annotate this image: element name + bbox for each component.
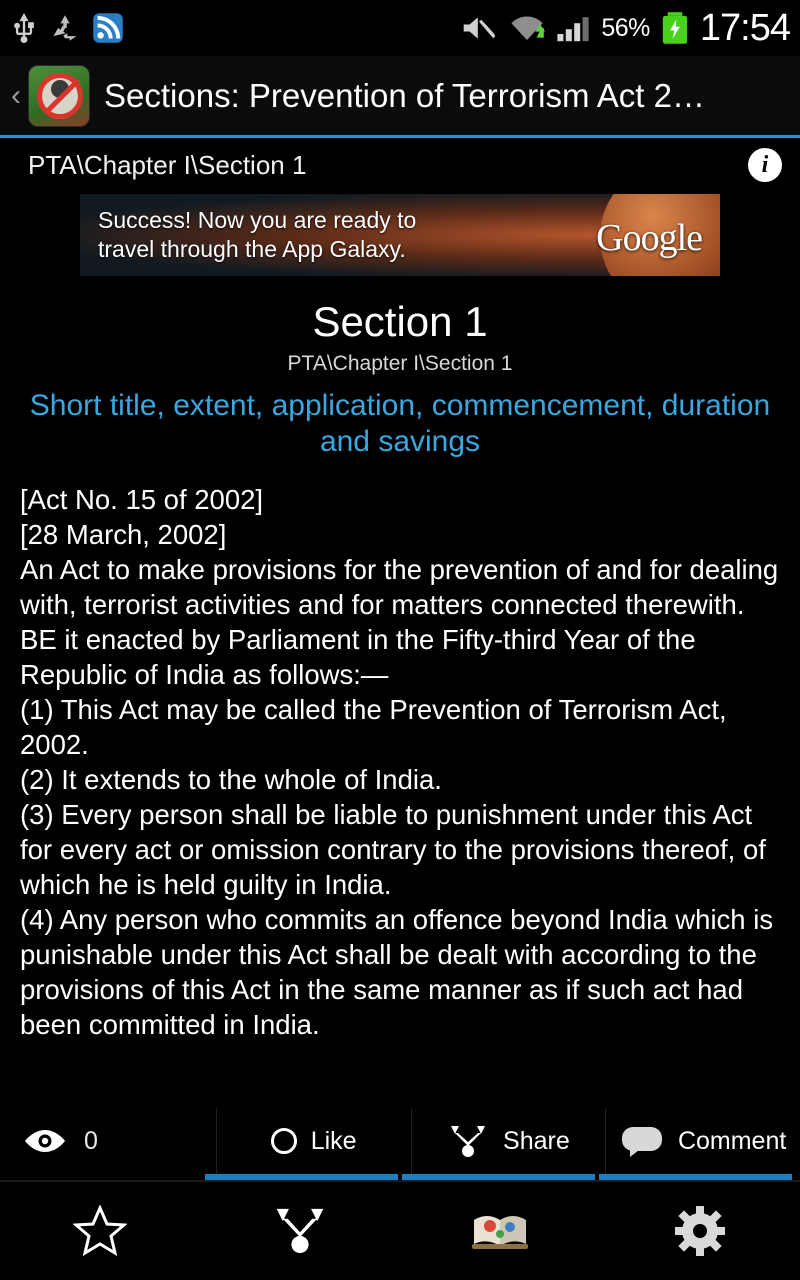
section-content[interactable] bbox=[0, 282, 800, 1094]
section-paragraph: [Act No. 15 of 2002] bbox=[20, 484, 264, 515]
status-bar bbox=[0, 0, 800, 56]
ad-line-2: travel through the App Galaxy. bbox=[98, 236, 406, 262]
battery-percent-label: 56% bbox=[601, 13, 650, 42]
share-button[interactable] bbox=[412, 1108, 607, 1174]
recycle-icon bbox=[50, 13, 80, 43]
section-heading: Short title, extent, application, commencement, duration and savings bbox=[29, 389, 771, 458]
google-logo: Google bbox=[596, 217, 702, 259]
page-title: Sections: Prevention of Terrorism Act 2… bbox=[104, 76, 705, 114]
gear-icon bbox=[673, 1205, 727, 1257]
ad-line-1: Success! Now you are ready to bbox=[98, 207, 417, 233]
share-tab[interactable] bbox=[200, 1182, 400, 1280]
section-paragraph: BE it enacted by Parliament in the Fifty-third Year of the Republic of India as follows:— bbox=[20, 624, 696, 690]
status-bar-notifications bbox=[10, 12, 124, 44]
section-paragraph: [28 March, 2002] bbox=[20, 519, 227, 550]
circle-icon bbox=[271, 1128, 297, 1154]
ad-banner[interactable] bbox=[80, 194, 720, 276]
section-paragraph: (3) Every person shall be liable to punishment under this Act for every act or omission contrary to the provisions thereof, of which he is held guilty in India. bbox=[20, 799, 766, 900]
book-icon bbox=[470, 1206, 530, 1256]
like-button[interactable] bbox=[217, 1108, 412, 1174]
breadcrumb-path: PTA\Chapter I\Section 1 bbox=[28, 149, 307, 180]
info-icon[interactable]: i bbox=[748, 148, 782, 182]
bottom-navigation bbox=[0, 1180, 800, 1280]
ad-banner-container bbox=[0, 194, 800, 276]
section-paragraph: An Act to make provisions for the prevention of and for dealing with, terrorist activities and for matters connected therewith. bbox=[20, 554, 779, 620]
signal-icon bbox=[555, 12, 591, 44]
section-paragraph: (4) Any person who commits an offence beyond India which is punishable under this Act shall be dealt with according to the provisions of this Act in the same manner as if such act had been committed in India. bbox=[20, 904, 774, 1040]
battery-charging-icon bbox=[660, 11, 690, 45]
eye-icon bbox=[22, 1127, 68, 1155]
comment-bubble-icon bbox=[620, 1124, 664, 1158]
library-tab[interactable] bbox=[400, 1182, 600, 1280]
clock-label: 17:54 bbox=[699, 7, 790, 49]
wifi-icon bbox=[509, 12, 545, 44]
mute-vibrate-icon bbox=[459, 12, 499, 44]
section-title: Section 1 bbox=[312, 298, 488, 345]
action-bar bbox=[0, 56, 800, 138]
like-label: Like bbox=[310, 1126, 357, 1155]
social-bar bbox=[0, 1108, 800, 1174]
favorites-tab[interactable] bbox=[0, 1182, 200, 1280]
share-label: Share bbox=[503, 1126, 570, 1155]
star-icon bbox=[73, 1205, 127, 1257]
share-icon bbox=[447, 1124, 489, 1158]
back-button[interactable]: ‹ bbox=[11, 78, 21, 112]
content-fade bbox=[0, 1048, 800, 1094]
view-count-item bbox=[0, 1108, 217, 1174]
comment-label: Comment bbox=[677, 1126, 787, 1155]
section-body bbox=[16, 482, 784, 1042]
rss-icon bbox=[92, 12, 124, 44]
comment-button[interactable] bbox=[606, 1108, 800, 1174]
section-paragraph: (1) This Act may be called the Prevention of Terrorism Act, 2002. bbox=[20, 694, 727, 760]
section-subtitle: PTA\Chapter I\Section 1 bbox=[287, 352, 513, 375]
section-paragraph: (2) It extends to the whole of India. bbox=[20, 764, 442, 795]
usb-icon bbox=[10, 13, 38, 43]
settings-tab[interactable] bbox=[600, 1182, 800, 1280]
share-icon bbox=[273, 1206, 327, 1256]
no-terrorism-app-icon[interactable] bbox=[28, 65, 90, 127]
breadcrumb bbox=[0, 138, 800, 192]
status-bar-system bbox=[459, 0, 790, 56]
ad-text bbox=[80, 206, 416, 264]
view-count-label: 0 bbox=[84, 1126, 98, 1155]
